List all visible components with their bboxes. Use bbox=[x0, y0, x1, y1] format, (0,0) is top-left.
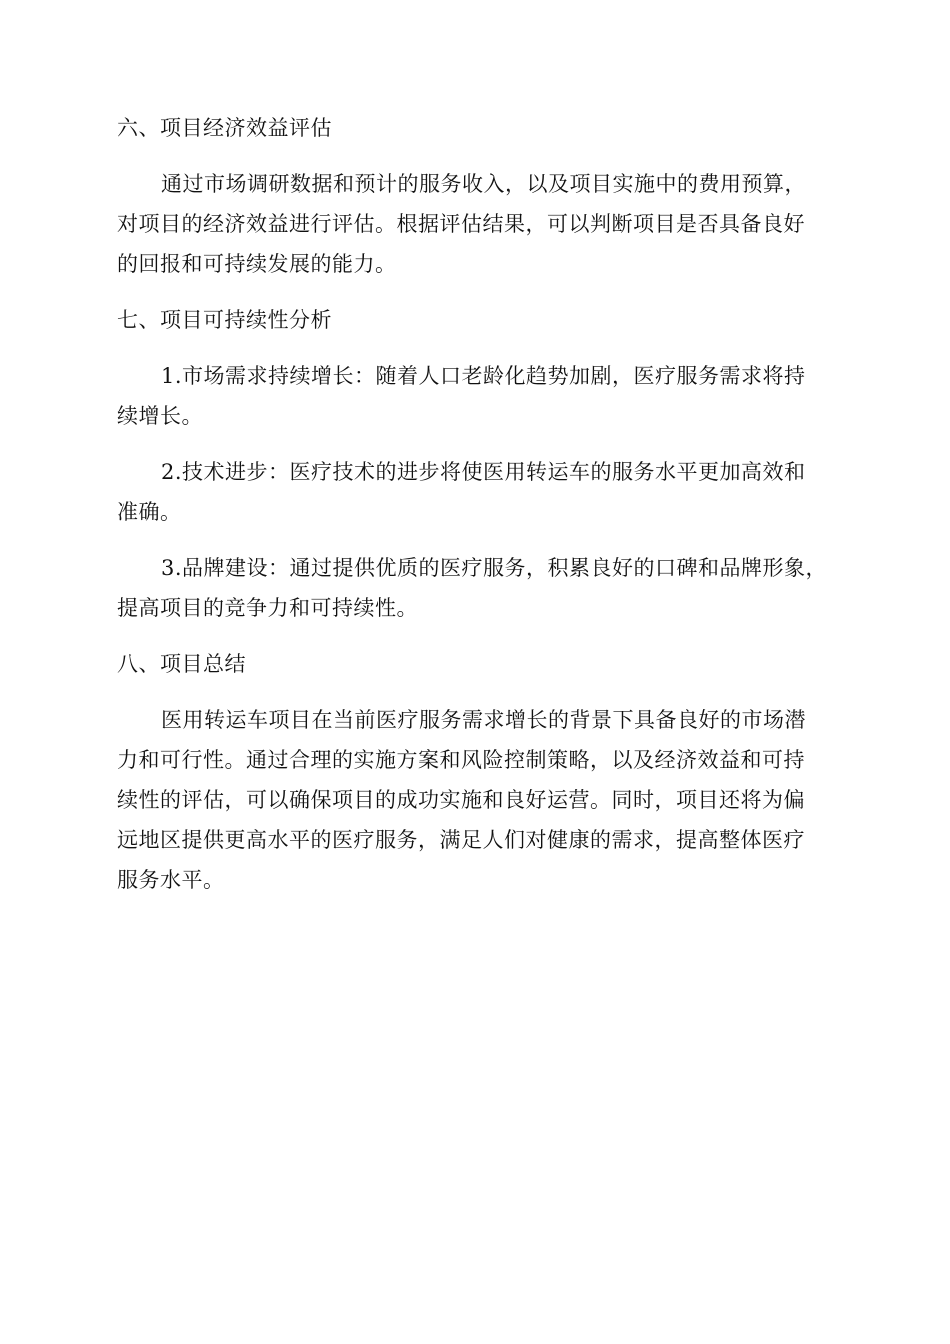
list-item bbox=[117, 452, 832, 532]
section-heading: 六、项目经济效益评估 bbox=[117, 116, 332, 140]
section-heading: 七、项目可持续性分析 bbox=[117, 308, 332, 332]
paragraph-line: 力和可行性。通过合理的实施方案和风险控制策略，以及经济效益和可持 bbox=[117, 748, 805, 772]
paragraph-line: 的回报和可持续发展的能力。 bbox=[117, 252, 397, 276]
section-sustainability-analysis bbox=[117, 300, 832, 628]
paragraph-line: 1.市场需求持续增长：随着人口老龄化趋势加剧，医疗服务需求将持 bbox=[161, 364, 806, 388]
paragraph-line: 通过市场调研数据和预计的服务收入，以及项目实施中的费用预算， bbox=[161, 172, 806, 196]
paragraph-line: 续增长。 bbox=[117, 404, 203, 428]
list-item bbox=[117, 356, 832, 436]
paragraph-line: 医用转运车项目在当前医疗服务需求增长的背景下具备良好的市场潜 bbox=[161, 708, 806, 732]
section-economic-evaluation bbox=[117, 108, 832, 284]
paragraph bbox=[117, 164, 832, 284]
paragraph-line: 对项目的经济效益进行评估。根据评估结果，可以判断项目是否具备良好 bbox=[117, 212, 805, 236]
list-item bbox=[117, 548, 832, 628]
paragraph-line: 远地区提供更高水平的医疗服务，满足人们对健康的需求，提高整体医疗 bbox=[117, 828, 805, 852]
paragraph-line: 服务水平。 bbox=[117, 868, 225, 892]
paragraph-line: 准确。 bbox=[117, 500, 182, 524]
paragraph-line: 3.品牌建设：通过提供优质的医疗服务，积累良好的口碑和品牌形象， bbox=[161, 556, 828, 580]
paragraph-line: 2.技术进步：医疗技术的进步将使医用转运车的服务水平更加高效和 bbox=[161, 460, 806, 484]
paragraph-line: 续性的评估，可以确保项目的成功实施和良好运营。同时，项目还将为偏 bbox=[117, 788, 805, 812]
paragraph bbox=[117, 700, 832, 900]
section-project-summary bbox=[117, 644, 832, 900]
section-heading: 八、项目总结 bbox=[117, 652, 246, 676]
paragraph-line: 提高项目的竞争力和可持续性。 bbox=[117, 596, 418, 620]
